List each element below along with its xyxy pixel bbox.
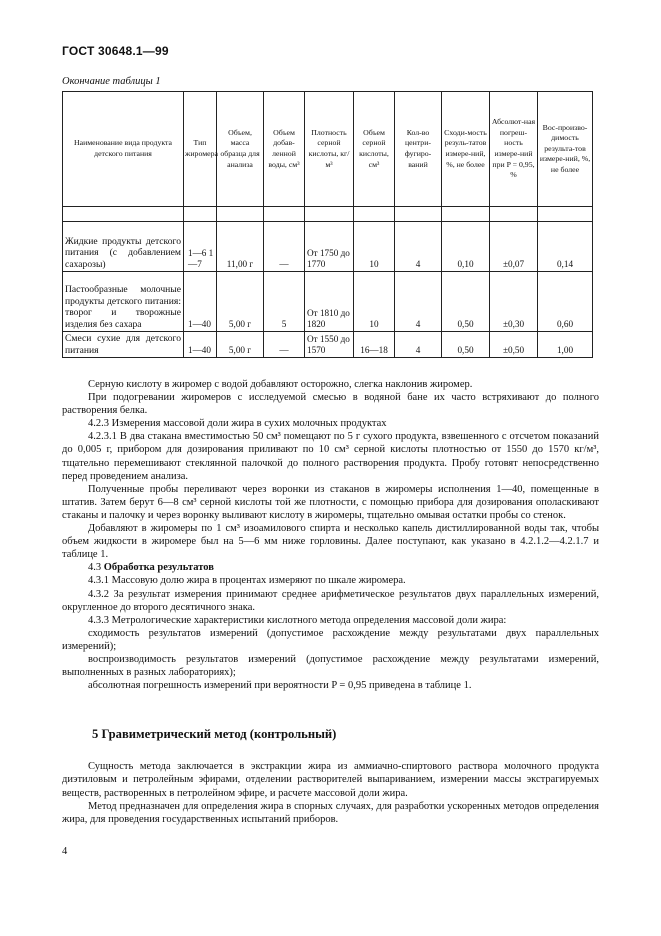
paragraph: 4.3.3 Метрологические характеристики кислотного метода определения массовой доли жира: [88, 614, 507, 626]
document-header: ГОСТ 30648.1—99 [62, 44, 169, 58]
cell-centr: 4 [395, 272, 442, 332]
table-header-row [63, 92, 593, 207]
paragraph: сходимость результатов измерений (допустимое расхождение между результатами двух параллельных измерений); [62, 627, 599, 652]
subsection-heading: 4.2.3 Измерения массовой доли жира в сухих молочных продуктах [88, 418, 387, 430]
subsection-number: 4.3 [88, 562, 102, 574]
col-header-convergence: Сходи-мость резуль-татов измере-ний, %, не более [442, 92, 490, 207]
cell-product: Смеси сухие для детского питания [63, 332, 184, 358]
cell-acid: 10 [354, 222, 395, 272]
paragraph: 4.3.2 За результат измерения принимают среднее арифметическое результатов двух параллельных измерений, округленное до второго десятичного знака. [62, 588, 599, 613]
cell-type: 1—40 [184, 272, 217, 332]
paragraph: Сущность метода заключается в экстракции жира из аммиачно-спиртового раствора молочного продукта диэтиловым и петролейным эфирами, отделении растворителей выпариванием, измерении массы экстрагируемых веществ, растворенных в петролейном эфире, и расчете массовой доли жира. [62, 761, 599, 799]
cell-type: 1—6 1—7 [184, 222, 217, 272]
paragraph: Полученные пробы переливают через воронки из стаканов в жиромеры исполнения 1—40, помещенные в штатив. Затем берут 6—8 см³ серной кислоты той же плотности, с помощью прибора для дозирования ополаскивают стаканы и палочку и через воронку выливают кислоту в жиромеры, тщательно омывая остатки пробы со стенок. [62, 483, 599, 521]
cell-product: Пастообразные молочные продукты детского питания: творог и творожные изделия без сахара [63, 272, 184, 332]
cell-type: 1—40 [184, 332, 217, 358]
paragraph: абсолютная погрешность измерений при вероятности P = 0,95 приведена в таблице 1. [88, 680, 472, 692]
paragraph: Добавляют в жиромеры по 1 см³ изоамилового спирта и несколько капель дистиллированной воды так, чтобы объем жидкости в жиромере был на 5—6 мм ниже горловины. Далее поступают, как указано в 4.2.1.2—4.2.1.7 и таблице 1. [62, 523, 599, 561]
table-row [63, 222, 593, 272]
paragraph: При подогревании жиромеров с исследуемой смесью в водяной бане их часто встряхивают до полного растворения белка. [62, 392, 599, 417]
cell-water: 5 [264, 272, 305, 332]
cell-convergence: 0,50 [442, 332, 490, 358]
cell-mass: 5,00 г [217, 272, 264, 332]
cell-density: От 1750 до 1770 [305, 222, 354, 272]
section-title: 5 Гравиметрический метод (контрольный) [92, 727, 337, 741]
cell-convergence: 0,50 [442, 272, 490, 332]
cell-water: — [264, 332, 305, 358]
paragraph: Серную кислоту в жиромер с водой добавляют осторожно, слегка наклонив жиромер. [88, 379, 473, 390]
cell-mass: 11,00 г [217, 222, 264, 272]
cell-acid: 16—18 [354, 332, 395, 358]
cell-density: От 1810 до 1820 [305, 272, 354, 332]
table-caption: Окончание таблицы 1 [62, 76, 161, 87]
cell-centr: 4 [395, 332, 442, 358]
paragraph: Метод предназначен для определения жира в спорных случаях, для разработки ускоренных методов определения жира, для проведения государственных испытаний приборов. [62, 800, 599, 826]
fat-measurement-table [62, 91, 593, 358]
col-header-mass: Объем, масса образца для анализа [217, 92, 264, 207]
cell-centr: 4 [395, 222, 442, 272]
page-number: 4 [62, 846, 68, 857]
col-header-abs-error: Абсолют-ная погреш-ность измере-ний при P = 0,95, % [490, 92, 538, 207]
col-header-type: Тип жиромера [184, 92, 217, 207]
subsection-heading [62, 561, 599, 574]
paragraph: 4.3.1 Массовую долю жира в процентах измеряют по шкале жиромера. [88, 575, 406, 587]
col-header-reproducibility: Вос-произво-димость результа-тов измере-ний, %, не более [538, 92, 593, 207]
cell-reproducibility: 0,14 [538, 222, 593, 272]
cell-reproducibility: 1,00 [538, 332, 593, 358]
cell-acid: 10 [354, 272, 395, 332]
cell-product: Жидкие продукты детского питания (с добавлением сахарозы) [63, 222, 184, 272]
table-row [63, 332, 593, 358]
cell-reproducibility: 0,60 [538, 272, 593, 332]
cell-water: — [264, 222, 305, 272]
subsection-title: Обработка результатов [103, 562, 214, 574]
cell-abs-error: ±0,07 [490, 222, 538, 272]
paragraph: воспроизводимость результатов измерений (допустимое расхождение между результатами измерений, выполненных в разных лабораториях); [62, 653, 599, 679]
col-header-product: Наименование вида продукта детского питания [63, 92, 184, 207]
cell-convergence: 0,10 [442, 222, 490, 272]
col-header-acid-volume: Объем серной кислоты, см³ [354, 92, 395, 207]
table-row [63, 272, 593, 332]
paragraph: 4.2.3.1 В два стакана вместимостью 50 см³ помещают по 5 г сухого продукта, взвешенного с отсчетом показаний до 0,005 г, прибором для дозирования приливают по 10 см³ серной кислоты плотностью от 1550 до 1570 кг/м³, тщательно перемешивают стеклянной палочкой до полного растворения продукта. Пробу готовят непосредственно перед проведением анализа. [62, 431, 599, 482]
cell-abs-error: ±0,50 [490, 332, 538, 358]
cell-density: От 1550 до 1570 [305, 332, 354, 358]
col-header-centrifugations: Кол-во центри-фугиро-ваний [395, 92, 442, 207]
cell-abs-error: ±0,30 [490, 272, 538, 332]
col-header-density: Плотность серной кислоты, кг/м³ [305, 92, 354, 207]
cell-mass: 5,00 г [217, 332, 264, 358]
col-header-water: Объем добав-ленной воды, см³ [264, 92, 305, 207]
section-body [62, 760, 599, 826]
body-text [62, 378, 599, 692]
